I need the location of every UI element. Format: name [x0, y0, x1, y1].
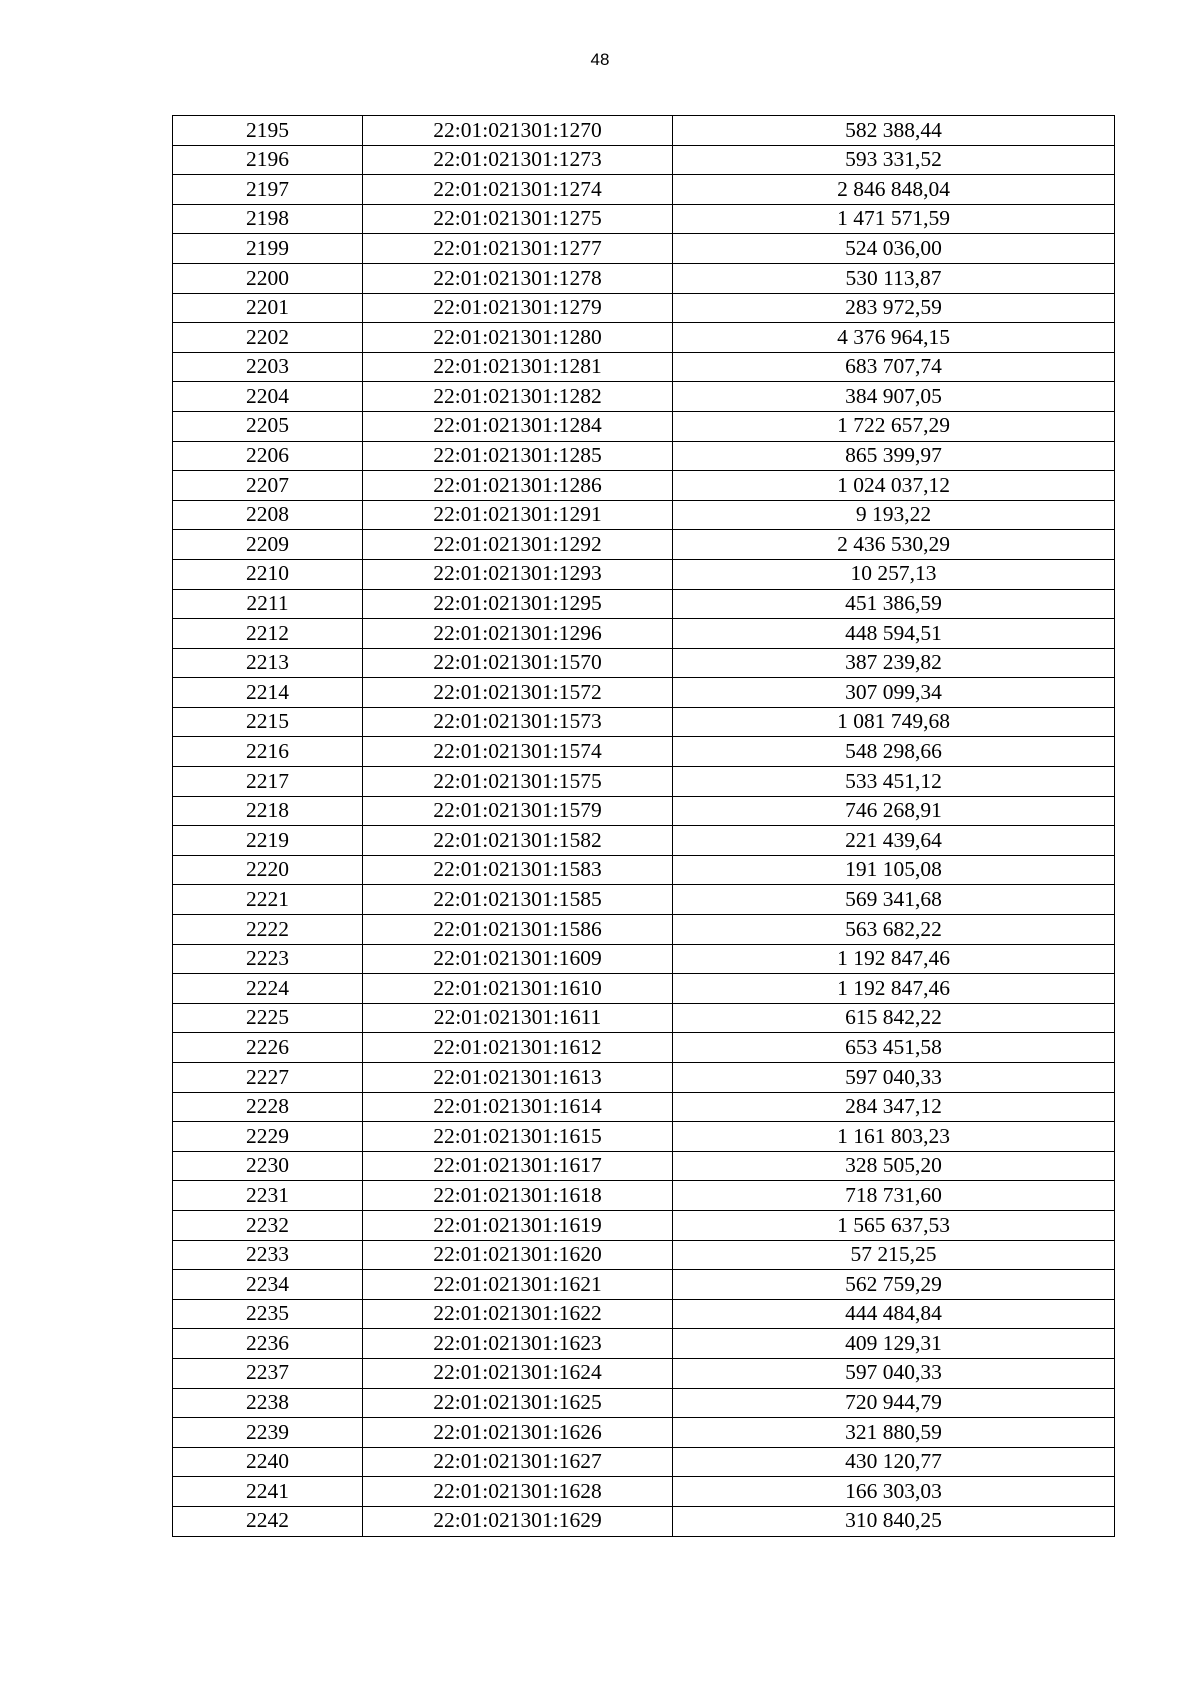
- row-number-cell: 2206: [173, 441, 363, 471]
- row-number-cell: 2223: [173, 944, 363, 974]
- table-row: [173, 382, 1115, 412]
- value-cell: 10 257,13: [673, 559, 1115, 589]
- row-number-cell: 2203: [173, 352, 363, 382]
- table-row: [173, 1122, 1115, 1152]
- row-number-cell: 2200: [173, 263, 363, 293]
- value-cell: 2 846 848,04: [673, 175, 1115, 205]
- table-row: [173, 559, 1115, 589]
- table-row: [173, 1299, 1115, 1329]
- value-cell: 615 842,22: [673, 1003, 1115, 1033]
- cadastral-number-cell: 22:01:021301:1586: [363, 915, 673, 945]
- value-cell: 597 040,33: [673, 1358, 1115, 1388]
- cadastral-number-cell: 22:01:021301:1284: [363, 411, 673, 441]
- table-row: [173, 1240, 1115, 1270]
- row-number-cell: 2225: [173, 1003, 363, 1033]
- cadastral-number-cell: 22:01:021301:1627: [363, 1447, 673, 1477]
- cadastral-number-cell: 22:01:021301:1623: [363, 1329, 673, 1359]
- cadastral-number-cell: 22:01:021301:1575: [363, 767, 673, 797]
- cadastral-number-cell: 22:01:021301:1614: [363, 1092, 673, 1122]
- row-number-cell: 2234: [173, 1270, 363, 1300]
- cadastral-number-cell: 22:01:021301:1570: [363, 648, 673, 678]
- cadastral-number-cell: 22:01:021301:1280: [363, 323, 673, 353]
- cadastral-number-cell: 22:01:021301:1618: [363, 1181, 673, 1211]
- cadastral-number-cell: 22:01:021301:1295: [363, 589, 673, 619]
- value-cell: 1 192 847,46: [673, 974, 1115, 1004]
- cadastral-number-cell: 22:01:021301:1620: [363, 1240, 673, 1270]
- value-cell: 4 376 964,15: [673, 323, 1115, 353]
- row-number-cell: 2205: [173, 411, 363, 441]
- row-number-cell: 2197: [173, 175, 363, 205]
- table-row: [173, 145, 1115, 175]
- row-number-cell: 2201: [173, 293, 363, 323]
- value-cell: 530 113,87: [673, 263, 1115, 293]
- cadastral-number-cell: 22:01:021301:1585: [363, 885, 673, 915]
- value-cell: 718 731,60: [673, 1181, 1115, 1211]
- cadastral-number-cell: 22:01:021301:1624: [363, 1358, 673, 1388]
- table-row: [173, 293, 1115, 323]
- value-cell: 597 040,33: [673, 1063, 1115, 1093]
- value-cell: 448 594,51: [673, 619, 1115, 649]
- value-cell: 451 386,59: [673, 589, 1115, 619]
- cadastral-number-cell: 22:01:021301:1582: [363, 826, 673, 856]
- table-row: [173, 1388, 1115, 1418]
- table-row: [173, 1418, 1115, 1448]
- value-cell: 191 105,08: [673, 855, 1115, 885]
- value-cell: 683 707,74: [673, 352, 1115, 382]
- cadastral-number-cell: 22:01:021301:1609: [363, 944, 673, 974]
- table-row: [173, 1003, 1115, 1033]
- row-number-cell: 2198: [173, 204, 363, 234]
- value-cell: 310 840,25: [673, 1506, 1115, 1536]
- row-number-cell: 2213: [173, 648, 363, 678]
- row-number-cell: 2218: [173, 796, 363, 826]
- row-number-cell: 2220: [173, 855, 363, 885]
- table-row: [173, 204, 1115, 234]
- cadastral-number-cell: 22:01:021301:1279: [363, 293, 673, 323]
- row-number-cell: 2219: [173, 826, 363, 856]
- row-number-cell: 2202: [173, 323, 363, 353]
- table-row: [173, 915, 1115, 945]
- value-cell: 221 439,64: [673, 826, 1115, 856]
- table-row: [173, 1151, 1115, 1181]
- value-cell: 548 298,66: [673, 737, 1115, 767]
- table-row: [173, 944, 1115, 974]
- table-row: [173, 1210, 1115, 1240]
- row-number-cell: 2209: [173, 530, 363, 560]
- table-row: [173, 263, 1115, 293]
- table-row: [173, 885, 1115, 915]
- cadastral-number-cell: 22:01:021301:1278: [363, 263, 673, 293]
- cadastral-number-cell: 22:01:021301:1579: [363, 796, 673, 826]
- cadastral-number-cell: 22:01:021301:1281: [363, 352, 673, 382]
- cadastral-number-cell: 22:01:021301:1611: [363, 1003, 673, 1033]
- row-number-cell: 2222: [173, 915, 363, 945]
- row-number-cell: 2217: [173, 767, 363, 797]
- row-number-cell: 2239: [173, 1418, 363, 1448]
- table-row: [173, 411, 1115, 441]
- row-number-cell: 2233: [173, 1240, 363, 1270]
- page-number: 48: [590, 50, 610, 69]
- table-row: [173, 1329, 1115, 1359]
- value-cell: 1 192 847,46: [673, 944, 1115, 974]
- cadastral-number-cell: 22:01:021301:1572: [363, 678, 673, 708]
- value-cell: 563 682,22: [673, 915, 1115, 945]
- row-number-cell: 2216: [173, 737, 363, 767]
- row-number-cell: 2242: [173, 1506, 363, 1536]
- cadastral-number-cell: 22:01:021301:1291: [363, 500, 673, 530]
- row-number-cell: 2232: [173, 1210, 363, 1240]
- table-row: [173, 796, 1115, 826]
- cadastral-number-cell: 22:01:021301:1293: [363, 559, 673, 589]
- row-number-cell: 2195: [173, 116, 363, 146]
- cadastral-number-cell: 22:01:021301:1619: [363, 1210, 673, 1240]
- table-row: [173, 826, 1115, 856]
- cadastral-number-cell: 22:01:021301:1285: [363, 441, 673, 471]
- table-row: [173, 530, 1115, 560]
- table-row: [173, 707, 1115, 737]
- value-cell: 524 036,00: [673, 234, 1115, 264]
- table-row: [173, 678, 1115, 708]
- table-row: [173, 855, 1115, 885]
- row-number-cell: 2224: [173, 974, 363, 1004]
- value-cell: 720 944,79: [673, 1388, 1115, 1418]
- table-row: [173, 323, 1115, 353]
- row-number-cell: 2228: [173, 1092, 363, 1122]
- value-cell: 409 129,31: [673, 1329, 1115, 1359]
- value-cell: 430 120,77: [673, 1447, 1115, 1477]
- cadastral-number-cell: 22:01:021301:1270: [363, 116, 673, 146]
- cadastral-number-cell: 22:01:021301:1277: [363, 234, 673, 264]
- row-number-cell: 2226: [173, 1033, 363, 1063]
- cadastral-number-cell: 22:01:021301:1574: [363, 737, 673, 767]
- row-number-cell: 2211: [173, 589, 363, 619]
- row-number-cell: 2214: [173, 678, 363, 708]
- row-number-cell: 2221: [173, 885, 363, 915]
- cadastral-number-cell: 22:01:021301:1282: [363, 382, 673, 412]
- cadastral-number-cell: 22:01:021301:1583: [363, 855, 673, 885]
- table-row: [173, 1063, 1115, 1093]
- cadastral-number-cell: 22:01:021301:1275: [363, 204, 673, 234]
- value-cell: 283 972,59: [673, 293, 1115, 323]
- table-row: [173, 737, 1115, 767]
- table-row: [173, 1447, 1115, 1477]
- table-row: [173, 352, 1115, 382]
- value-cell: 2 436 530,29: [673, 530, 1115, 560]
- table-row: [173, 500, 1115, 530]
- table-row: [173, 1358, 1115, 1388]
- value-cell: 1 565 637,53: [673, 1210, 1115, 1240]
- value-cell: 593 331,52: [673, 145, 1115, 175]
- value-cell: 746 268,91: [673, 796, 1115, 826]
- cadastral-number-cell: 22:01:021301:1612: [363, 1033, 673, 1063]
- value-cell: 1 161 803,23: [673, 1122, 1115, 1152]
- row-number-cell: 2207: [173, 471, 363, 501]
- cadastral-number-cell: 22:01:021301:1274: [363, 175, 673, 205]
- value-cell: 865 399,97: [673, 441, 1115, 471]
- table-row: [173, 441, 1115, 471]
- value-cell: 57 215,25: [673, 1240, 1115, 1270]
- row-number-cell: 2212: [173, 619, 363, 649]
- table-row: [173, 648, 1115, 678]
- row-number-cell: 2230: [173, 1151, 363, 1181]
- value-cell: 321 880,59: [673, 1418, 1115, 1448]
- row-number-cell: 2199: [173, 234, 363, 264]
- cadastral-number-cell: 22:01:021301:1296: [363, 619, 673, 649]
- row-number-cell: 2215: [173, 707, 363, 737]
- value-cell: 444 484,84: [673, 1299, 1115, 1329]
- cadastral-number-cell: 22:01:021301:1622: [363, 1299, 673, 1329]
- table-row: [173, 974, 1115, 1004]
- value-cell: 387 239,82: [673, 648, 1115, 678]
- value-cell: 653 451,58: [673, 1033, 1115, 1063]
- row-number-cell: 2236: [173, 1329, 363, 1359]
- table-row: [173, 1092, 1115, 1122]
- value-cell: 1 024 037,12: [673, 471, 1115, 501]
- value-cell: 284 347,12: [673, 1092, 1115, 1122]
- row-number-cell: 2210: [173, 559, 363, 589]
- cadastral-number-cell: 22:01:021301:1626: [363, 1418, 673, 1448]
- row-number-cell: 2241: [173, 1477, 363, 1507]
- row-number-cell: 2237: [173, 1358, 363, 1388]
- cadastral-number-cell: 22:01:021301:1573: [363, 707, 673, 737]
- row-number-cell: 2240: [173, 1447, 363, 1477]
- cadastral-number-cell: 22:01:021301:1292: [363, 530, 673, 560]
- cadastral-number-cell: 22:01:021301:1621: [363, 1270, 673, 1300]
- cadastral-value-table: [172, 115, 1115, 1537]
- value-cell: 328 505,20: [673, 1151, 1115, 1181]
- cadastral-number-cell: 22:01:021301:1629: [363, 1506, 673, 1536]
- value-cell: 9 193,22: [673, 500, 1115, 530]
- value-cell: 582 388,44: [673, 116, 1115, 146]
- row-number-cell: 2229: [173, 1122, 363, 1152]
- value-cell: 384 907,05: [673, 382, 1115, 412]
- table-row: [173, 619, 1115, 649]
- cadastral-number-cell: 22:01:021301:1625: [363, 1388, 673, 1418]
- table-body: [173, 116, 1115, 1537]
- cadastral-number-cell: 22:01:021301:1628: [363, 1477, 673, 1507]
- table-row: [173, 767, 1115, 797]
- row-number-cell: 2235: [173, 1299, 363, 1329]
- row-number-cell: 2208: [173, 500, 363, 530]
- row-number-cell: 2196: [173, 145, 363, 175]
- table-row: [173, 1033, 1115, 1063]
- row-number-cell: 2231: [173, 1181, 363, 1211]
- value-cell: 1 471 571,59: [673, 204, 1115, 234]
- table-row: [173, 234, 1115, 264]
- cadastral-number-cell: 22:01:021301:1617: [363, 1151, 673, 1181]
- table-row: [173, 116, 1115, 146]
- table-row: [173, 589, 1115, 619]
- row-number-cell: 2238: [173, 1388, 363, 1418]
- table-row: [173, 1270, 1115, 1300]
- value-cell: 1 722 657,29: [673, 411, 1115, 441]
- value-cell: 307 099,34: [673, 678, 1115, 708]
- cadastral-number-cell: 22:01:021301:1273: [363, 145, 673, 175]
- table-row: [173, 471, 1115, 501]
- row-number-cell: 2227: [173, 1063, 363, 1093]
- value-cell: 533 451,12: [673, 767, 1115, 797]
- value-cell: 569 341,68: [673, 885, 1115, 915]
- row-number-cell: 2204: [173, 382, 363, 412]
- value-cell: 562 759,29: [673, 1270, 1115, 1300]
- cadastral-number-cell: 22:01:021301:1286: [363, 471, 673, 501]
- cadastral-number-cell: 22:01:021301:1615: [363, 1122, 673, 1152]
- cadastral-number-cell: 22:01:021301:1610: [363, 974, 673, 1004]
- table-row: [173, 1477, 1115, 1507]
- value-cell: 1 081 749,68: [673, 707, 1115, 737]
- cadastral-number-cell: 22:01:021301:1613: [363, 1063, 673, 1093]
- table-row: [173, 175, 1115, 205]
- value-cell: 166 303,03: [673, 1477, 1115, 1507]
- table-row: [173, 1181, 1115, 1211]
- table-row: [173, 1506, 1115, 1536]
